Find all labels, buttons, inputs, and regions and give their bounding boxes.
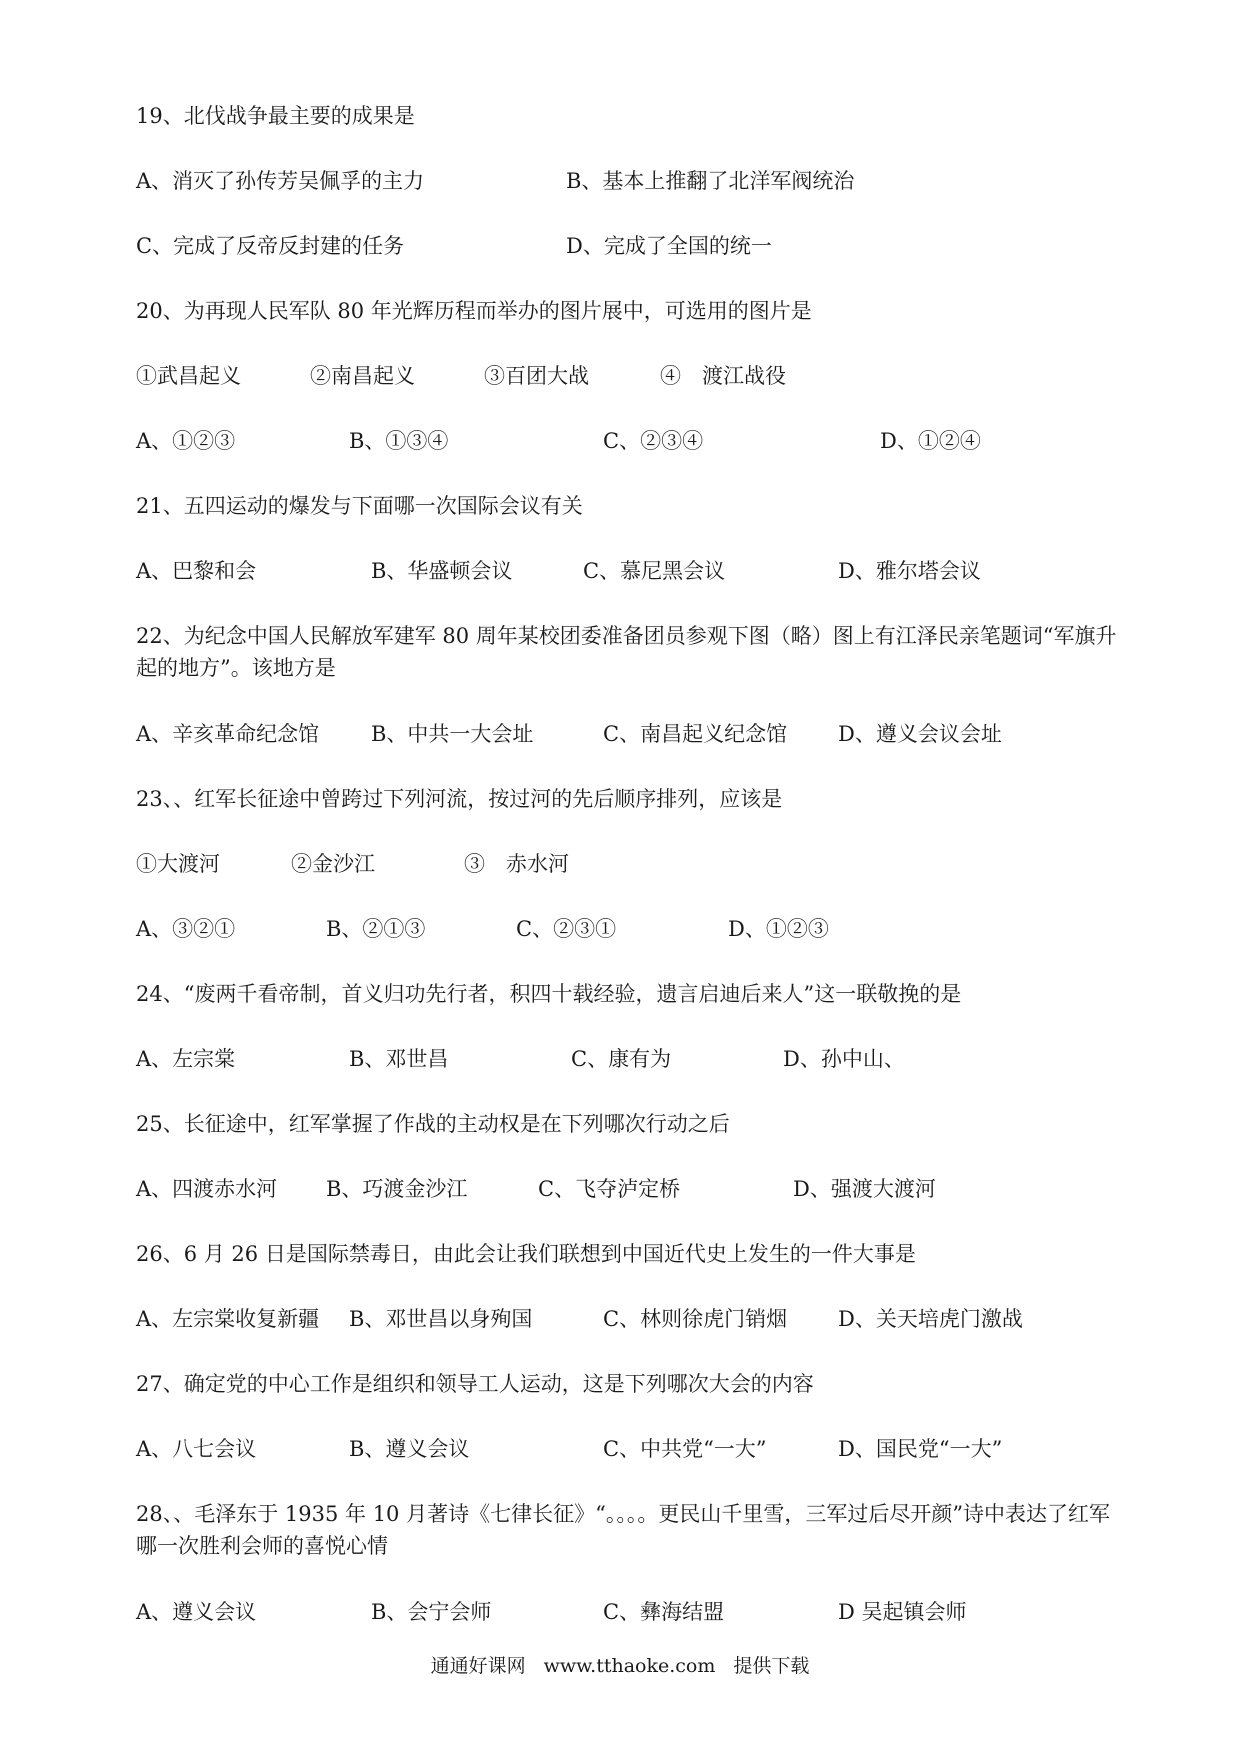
question-27-stem: 27、确定党的中心工作是组织和领导工人运动，这是下列哪次大会的内容 — [136, 1372, 814, 1396]
option-c: C、飞夺泸定桥 — [538, 1177, 681, 1201]
option-b: B、中共一大会址 — [371, 722, 534, 746]
question-22-stem: 22、为纪念中国人民解放军建军 80 周年某校团委准备团员参观下图（略）图上有江泽民亲笔题词“军旗升起的地方”。该地方是 — [136, 624, 1117, 680]
question-19-options-row1 — [136, 165, 1136, 197]
option-b: B、邓世昌 — [349, 1047, 449, 1071]
footer-note: 提供下载 — [733, 1655, 810, 1677]
option-c: C、②③① — [516, 917, 617, 941]
option-a: A、左宗棠收复新疆 — [136, 1307, 320, 1331]
option-c: C、彝海结盟 — [603, 1600, 725, 1624]
option-c: C、②③④ — [603, 429, 704, 453]
option-c: C、完成了反帝反封建的任务 — [136, 234, 405, 258]
option-b: B、基本上推翻了北洋军阀统治 — [566, 169, 855, 193]
option-d: D、①②④ — [880, 429, 981, 453]
item-4: ④ 渡江战役 — [660, 364, 786, 388]
option-a: A、八七会议 — [136, 1437, 257, 1461]
option-d: D、①②③ — [728, 917, 829, 941]
option-b: B、会宁会师 — [371, 1600, 492, 1624]
question-24-options — [136, 1043, 1136, 1075]
question-26-stem: 26、6 月 26 日是国际禁毒日，由此会让我们联想到中国近代史上发生的一件大事是 — [136, 1242, 916, 1266]
option-a: A、巴黎和会 — [136, 559, 257, 583]
question-20-stem: 20、为再现人民军队 80 年光辉历程而举办的图片展中，可选用的图片是 — [136, 299, 812, 323]
item-3: ③百团大战 — [484, 364, 589, 388]
page-footer — [0, 1652, 1240, 1680]
option-a: A、四渡赤水河 — [136, 1177, 278, 1201]
option-c: C、慕尼黑会议 — [583, 559, 726, 583]
option-b: B、②①③ — [326, 917, 426, 941]
option-a: A、③②① — [136, 917, 236, 941]
question-25-options — [136, 1173, 1136, 1205]
question-19-options-row2 — [136, 230, 1136, 262]
option-a: A、左宗棠 — [136, 1047, 236, 1071]
option-d: D 吴起镇会师 — [838, 1600, 967, 1624]
footer-site-name: 通通好课网 — [430, 1655, 526, 1677]
question-28-options — [136, 1596, 1136, 1628]
option-c: C、康有为 — [571, 1047, 672, 1071]
option-b: B、华盛顿会议 — [371, 559, 513, 583]
option-a: A、①②③ — [136, 429, 236, 453]
question-20-items — [136, 360, 1136, 392]
question-21-stem: 21、五四运动的爆发与下面哪一次国际会议有关 — [136, 494, 583, 518]
option-b: B、遵义会议 — [349, 1437, 470, 1461]
question-27-options — [136, 1433, 1136, 1465]
item-2: ②南昌起义 — [310, 364, 415, 388]
option-c: C、南昌起义纪念馆 — [603, 722, 788, 746]
question-25-stem: 25、长征途中，红军掌握了作战的主动权是在下列哪次行动之后 — [136, 1112, 730, 1136]
option-d: D、雅尔塔会议 — [838, 559, 981, 583]
option-a: A、遵义会议 — [136, 1600, 257, 1624]
item-2: ②金沙江 — [291, 852, 375, 876]
question-19-stem: 19、北伐战争最主要的成果是 — [136, 104, 415, 128]
option-d: D、完成了全国的统一 — [566, 234, 772, 258]
question-23-stem: 23、、红军长征途中曾跨过下列河流，按过河的先后顺序排列，应该是 — [136, 787, 783, 811]
option-a: A、辛亥革命纪念馆 — [136, 722, 320, 746]
option-d: D、国民党“一大” — [838, 1437, 1003, 1461]
option-b: B、①③④ — [349, 429, 449, 453]
footer-url-link[interactable]: www.tthaoke.com — [543, 1655, 716, 1677]
question-21-options — [136, 555, 1136, 587]
option-c: C、林则徐虎门销烟 — [603, 1307, 788, 1331]
question-28-stem: 28、、毛泽东于 1935 年 10 月著诗《七律长征》“。。。。更民山千里雪，三军过后尽开颜”诗中表达了红军哪一次胜利会师的喜悦心情 — [136, 1502, 1111, 1558]
question-20-options — [136, 425, 1136, 457]
item-1: ①大渡河 — [136, 852, 220, 876]
item-1: ①武昌起义 — [136, 364, 241, 388]
option-b: B、邓世昌以身殉国 — [349, 1307, 533, 1331]
question-22-options — [136, 718, 1136, 750]
question-23-options — [136, 913, 1136, 945]
option-b: B、巧渡金沙江 — [326, 1177, 468, 1201]
option-d: D、强渡大渡河 — [793, 1177, 936, 1201]
question-26-options — [136, 1303, 1136, 1335]
option-d: D、遵义会议会址 — [838, 722, 1002, 746]
item-3: ③ 赤水河 — [464, 852, 569, 876]
option-c: C、中共党“一大” — [603, 1437, 767, 1461]
option-d: D、孙中山、 — [783, 1047, 905, 1071]
option-a: A、消灭了孙传芳吴佩孚的主力 — [136, 169, 425, 193]
question-23-items — [136, 848, 1136, 880]
question-24-stem: 24、“废两千看帝制，首义归功先行者，积四十载经验，遗言启迪后来人”这一联敬挽的是 — [136, 982, 962, 1006]
option-d: D、关天培虎门激战 — [838, 1307, 1023, 1331]
